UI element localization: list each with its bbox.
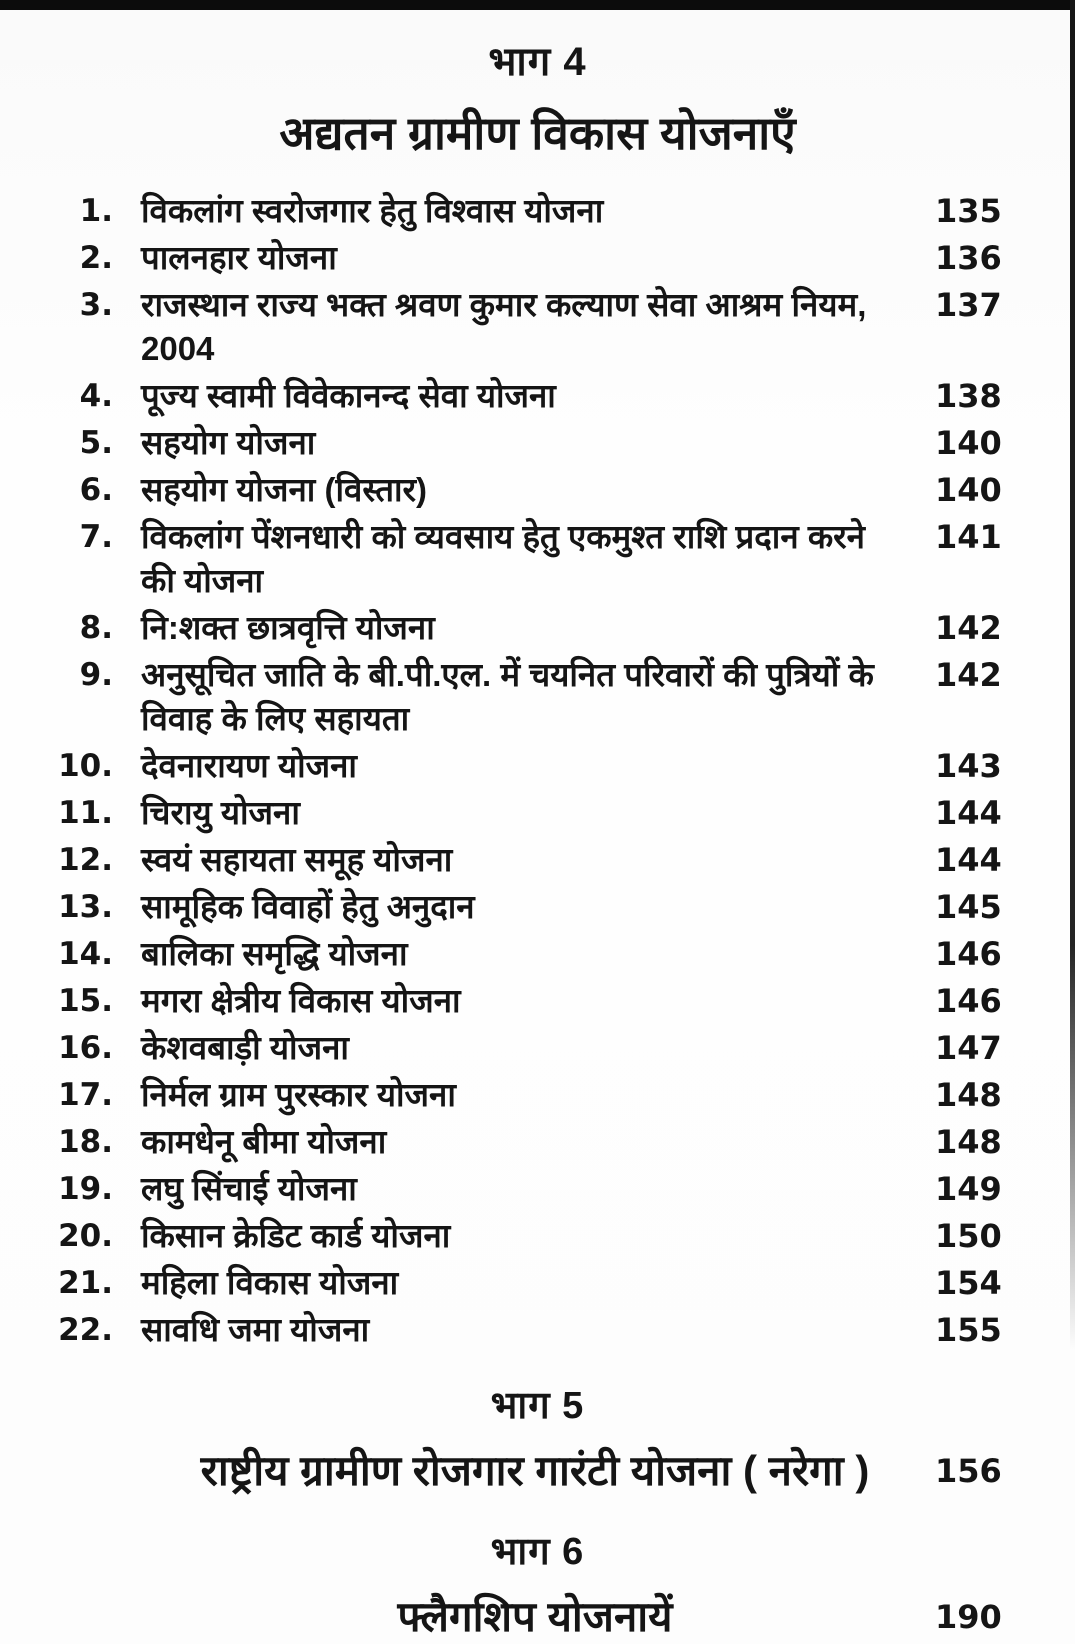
toc-row [0,653,1075,741]
toc-list [0,189,1075,1352]
toc-item-number: 16. [58,1030,113,1066]
toc-item-title [113,1073,935,1117]
toc-item-title-line2: की योजना [141,562,264,599]
toc-item-title [113,515,935,603]
toc-item-title-line1: सहयोग योजना (विस्तार) [141,471,428,508]
toc-item-number: 18. [58,1124,113,1160]
toc-item-title-line1: लघु सिंचाई योजना [141,1170,357,1207]
toc-item-title-line1: विकलांग पेंशनधारी को व्यवसाय हेतु एकमुश्त राशि प्रदान करने [141,518,865,555]
toc-item-number: 21. [58,1265,113,1301]
toc-item-number: 14. [58,936,113,972]
toc-item-page-number: 137 [935,286,1002,324]
toc-row [0,1308,1075,1352]
toc-item-title [113,189,935,233]
toc-item-title [113,283,935,371]
toc-item-title [113,1026,935,1070]
toc-row [0,1261,1075,1305]
toc-item-number: 7. [79,519,113,555]
toc-item-title [113,979,935,1023]
toc-row [0,885,1075,929]
toc-item-page-number: 136 [935,239,1002,277]
toc-item-page-number: 150 [935,1217,1002,1255]
toc-item-page-number: 142 [935,656,1002,694]
toc-item-page-number: 140 [935,424,1002,462]
toc-item-number: 12. [58,842,113,878]
toc-row [0,932,1075,976]
toc-row [0,515,1075,603]
toc-item-title [113,374,935,418]
toc-item-number: 2. [79,240,113,276]
toc-item-title-line1: पालनहार योजना [141,239,337,276]
part5-entry-row [0,1444,1075,1498]
toc-item-page-number: 148 [935,1076,1002,1114]
toc-row [0,979,1075,1023]
toc-item-page-number: 148 [935,1123,1002,1161]
part6-entry-page-number: 190 [935,1598,1002,1636]
toc-item-title-line1: चिरायु योजना [141,794,300,831]
toc-item-page-number: 144 [935,841,1002,879]
toc-item-title-line1: पूज्य स्वामी विवेकानन्द सेवा योजना [141,377,556,414]
toc-item-number: 20. [58,1218,113,1254]
toc-row [0,1073,1075,1117]
toc-item-title-line2: विवाह के लिए सहायता [141,700,410,737]
toc-item-title [113,606,935,650]
toc-item-title [113,744,935,788]
toc-item-title-line1: राजस्थान राज्य भक्त श्रवण कुमार कल्याण सेवा आश्रम नियम, 2004 [141,286,867,367]
toc-item-page-number: 135 [935,192,1002,230]
part5-entry-title: राष्ट्रीय ग्रामीण रोजगार गारंटी योजना ( नरेगा ) [200,1447,870,1494]
toc-item-title-line1: केशवबाड़ी योजना [141,1029,349,1066]
toc-item-title-line1: कामधेनू बीमा योजना [141,1123,387,1160]
part5-entry-page-number: 156 [935,1452,1002,1490]
toc-item-title [113,653,935,741]
toc-item-title [113,421,935,465]
toc-item-page-number: 146 [935,935,1002,973]
toc-row [0,283,1075,371]
toc-item-page-number: 155 [935,1311,1002,1349]
toc-item-number: 10. [58,748,113,784]
toc-item-page-number: 144 [935,794,1002,832]
toc-item-title-line1: निर्मल ग्राम पुरस्कार योजना [141,1076,456,1113]
toc-item-title [113,1167,935,1211]
toc-item-number: 8. [79,610,113,646]
toc-item-title [113,885,935,929]
toc-item-page-number: 140 [935,471,1002,509]
toc-item-title-line1: बालिका समृद्धि योजना [141,935,408,972]
toc-item-title [113,236,935,280]
toc-row [0,838,1075,882]
toc-row [0,606,1075,650]
toc-content [0,10,1075,1644]
toc-row [0,791,1075,835]
part4-subheading: अद्यतन ग्रामीण विकास योजनाएँ [279,107,796,159]
part6-entry-title: फ्लैगशिप योजनायें [397,1593,673,1640]
toc-item-number: 19. [58,1171,113,1207]
toc-item-title-line1: स्वयं सहायता समूह योजना [141,841,453,878]
toc-row [0,744,1075,788]
toc-row [0,468,1075,512]
toc-row [0,1214,1075,1258]
toc-item-number: 6. [79,472,113,508]
toc-item-page-number: 147 [935,1029,1002,1067]
toc-item-number: 4. [79,378,113,414]
toc-item-number: 13. [58,889,113,925]
toc-item-title [113,932,935,976]
toc-item-title-line1: सहयोग योजना [141,424,316,461]
toc-row [0,421,1075,465]
toc-item-title-line1: देवनारायण योजना [141,747,357,784]
toc-item-number: 11. [58,795,113,831]
part6-heading: भाग 6 [490,1531,585,1573]
toc-item-page-number: 149 [935,1170,1002,1208]
toc-item-number: 5. [79,425,113,461]
toc-item-page-number: 141 [935,518,1002,556]
part6-entry-row [0,1590,1075,1644]
toc-item-title-line1: महिला विकास योजना [141,1264,399,1301]
toc-item-title-line1: अनुसूचित जाति के बी.पी.एल. में चयनित परिवारों की पुत्रियों के [141,656,874,693]
toc-row [0,374,1075,418]
toc-item-page-number: 145 [935,888,1002,926]
toc-item-number: 3. [79,287,113,323]
toc-item-title [113,1308,935,1352]
toc-row [0,189,1075,233]
toc-item-title-line1: विकलांग स्वरोजगार हेतु विश्वास योजना [141,192,604,229]
toc-item-title [113,1261,935,1305]
toc-item-number: 17. [58,1077,113,1113]
toc-item-title-line1: सामूहिक विवाहों हेतु अनुदान [141,888,475,925]
toc-row [0,1167,1075,1211]
toc-item-page-number: 146 [935,982,1002,1020]
toc-row [0,236,1075,280]
part4-heading: भाग 4 [488,40,587,84]
scan-top-edge-bar [0,0,1075,10]
toc-item-title [113,838,935,882]
toc-row [0,1120,1075,1164]
toc-item-title [113,1214,935,1258]
toc-item-number: 15. [58,983,113,1019]
toc-item-title [113,791,935,835]
toc-item-page-number: 142 [935,609,1002,647]
part5-heading: भाग 5 [490,1385,585,1427]
toc-item-title-line1: किसान क्रेडिट कार्ड योजना [141,1217,451,1254]
toc-item-title [113,468,935,512]
toc-item-number: 22. [58,1312,113,1348]
toc-item-page-number: 154 [935,1264,1002,1302]
toc-item-title [113,1120,935,1164]
toc-item-title-line1: सावधि जमा योजना [141,1311,370,1348]
toc-item-page-number: 138 [935,377,1002,415]
toc-item-page-number: 143 [935,747,1002,785]
toc-item-title-line1: मगरा क्षेत्रीय विकास योजना [141,982,461,1019]
toc-item-title-line1: नि:शक्त छात्रवृत्ति योजना [141,609,435,646]
toc-item-number: 1. [79,193,113,229]
toc-item-number: 9. [79,657,113,693]
toc-row [0,1026,1075,1070]
